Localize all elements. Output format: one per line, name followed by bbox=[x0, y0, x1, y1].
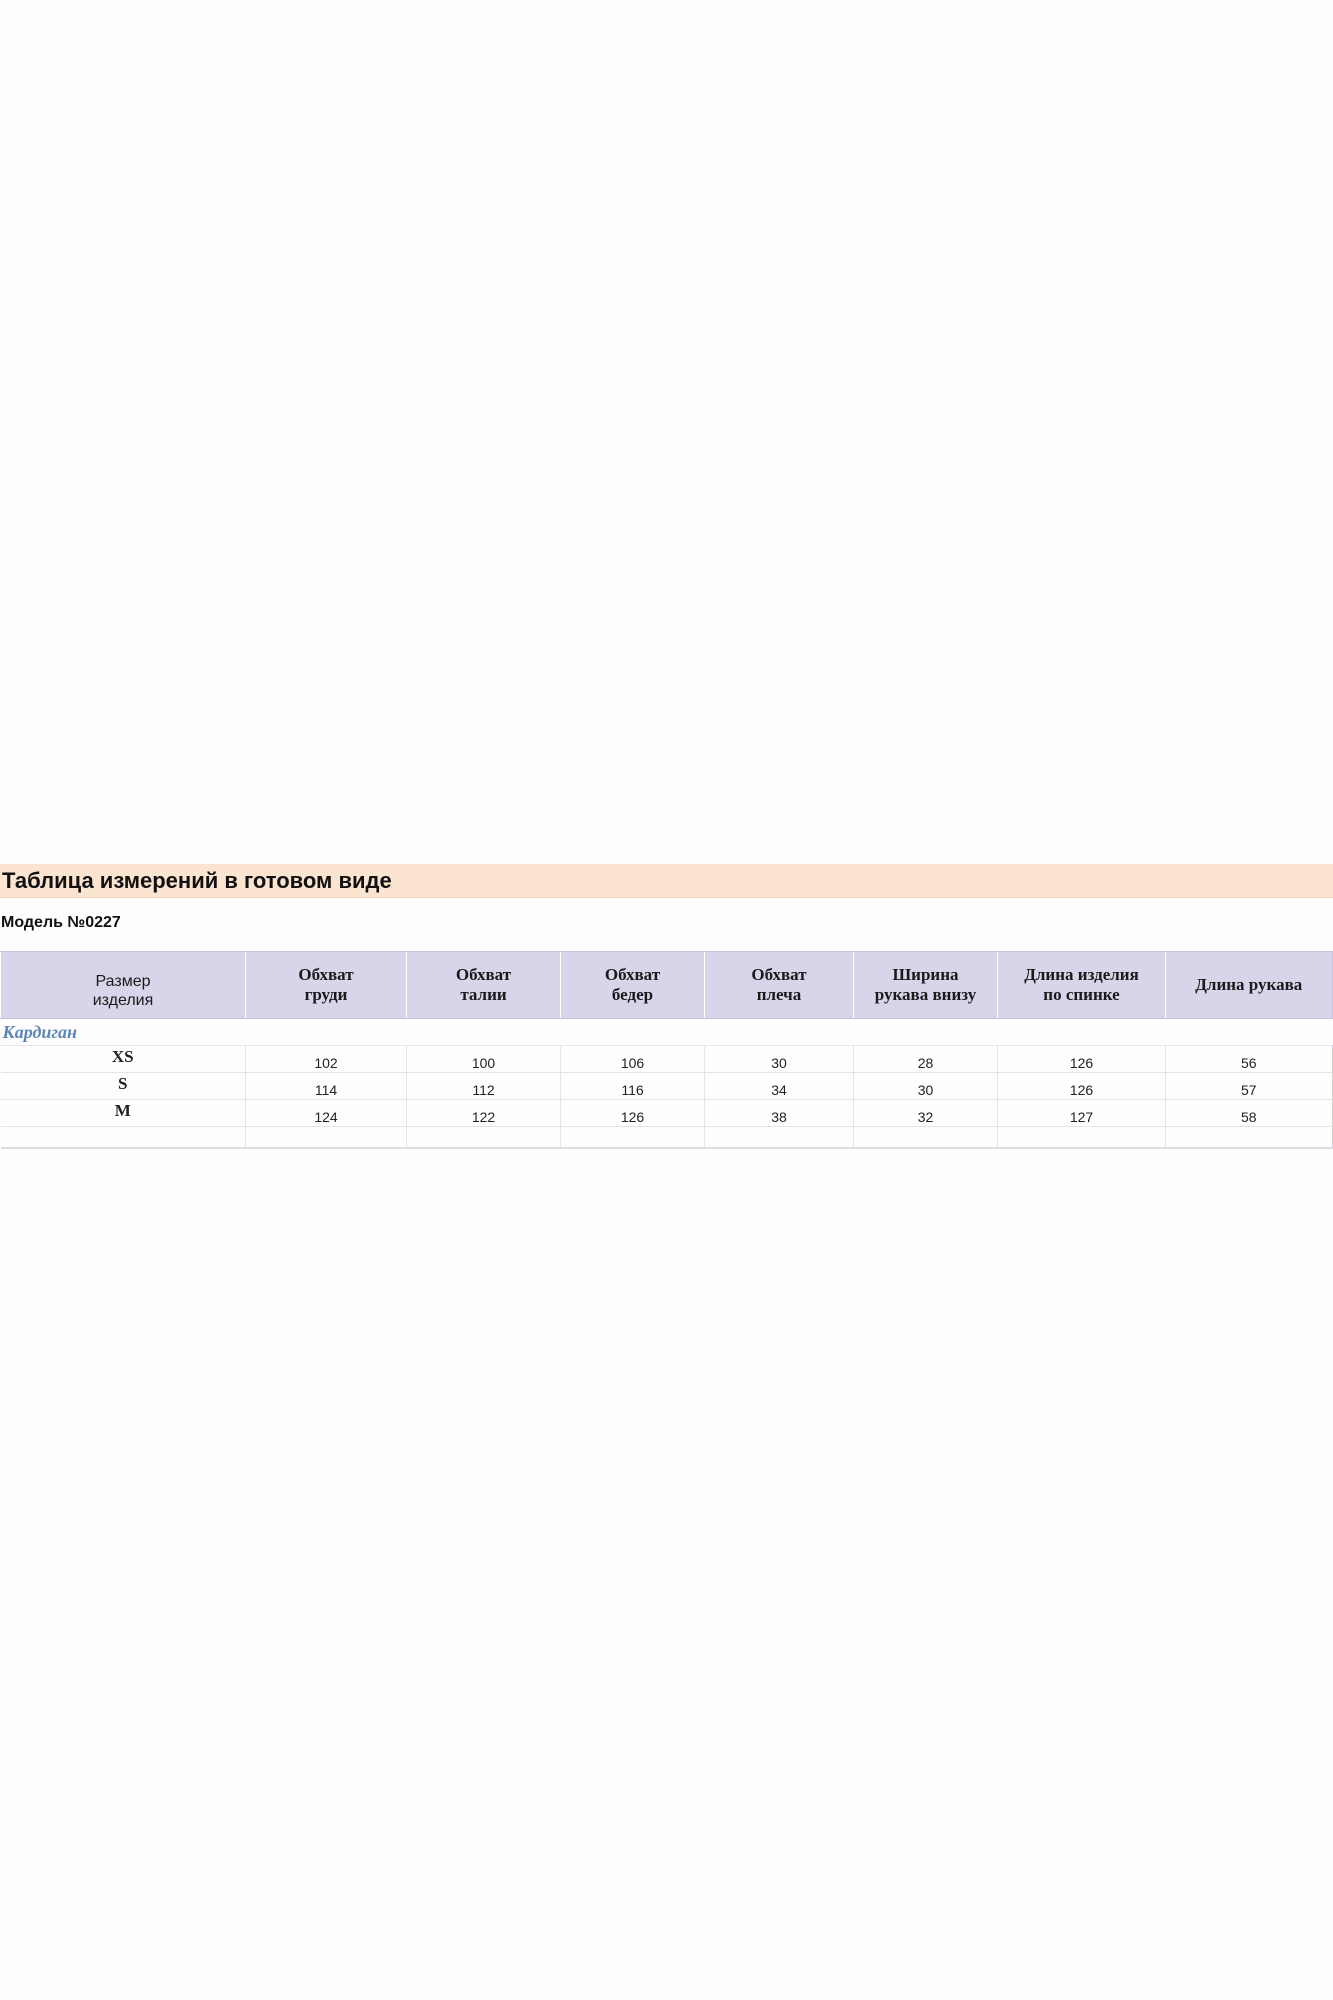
value-cell: 102 bbox=[246, 1046, 407, 1073]
value-cell: 30 bbox=[854, 1073, 998, 1100]
header-hips: Обхват бедер bbox=[561, 952, 705, 1019]
header-back-length: Длина изделия по спинке bbox=[998, 952, 1166, 1019]
value-cell: 126 bbox=[998, 1073, 1166, 1100]
group-label: Кардиган bbox=[1, 1019, 1333, 1046]
empty-cell bbox=[854, 1127, 998, 1149]
empty-cell bbox=[1, 1127, 246, 1149]
header-sleeve-hem-width: Ширина рукава внизу bbox=[854, 952, 998, 1019]
size-cell: S bbox=[1, 1073, 246, 1100]
value-cell: 38 bbox=[705, 1100, 854, 1127]
value-cell: 56 bbox=[1166, 1046, 1333, 1073]
header-row bbox=[1, 952, 1333, 1019]
value-cell: 126 bbox=[561, 1100, 705, 1127]
value-cell: 57 bbox=[1166, 1073, 1333, 1100]
group-row bbox=[1, 1019, 1333, 1046]
page-title: Таблица измерений в готовом виде bbox=[2, 868, 392, 893]
empty-cell bbox=[407, 1127, 561, 1149]
title-bar bbox=[0, 864, 1333, 898]
value-cell: 127 bbox=[998, 1100, 1166, 1127]
header-upper-arm: Обхват плеча bbox=[705, 952, 854, 1019]
empty-cell bbox=[705, 1127, 854, 1149]
size-cell: XS bbox=[1, 1046, 246, 1073]
value-cell: 32 bbox=[854, 1100, 998, 1127]
value-cell: 122 bbox=[407, 1100, 561, 1127]
empty-row bbox=[1, 1127, 1333, 1149]
header-size: Размер изделия bbox=[1, 952, 246, 1019]
value-cell: 124 bbox=[246, 1100, 407, 1127]
header-chest: Обхват груди bbox=[246, 952, 407, 1019]
table-body bbox=[1, 1019, 1333, 1149]
table-row bbox=[1, 1100, 1333, 1127]
value-cell: 28 bbox=[854, 1046, 998, 1073]
model-number: Модель №0227 bbox=[1, 914, 121, 931]
empty-cell bbox=[1166, 1127, 1333, 1149]
header-waist: Обхват талии bbox=[407, 952, 561, 1019]
size-table bbox=[0, 951, 1333, 1149]
value-cell: 30 bbox=[705, 1046, 854, 1073]
value-cell: 114 bbox=[246, 1073, 407, 1100]
table-row bbox=[1, 1073, 1333, 1100]
value-cell: 100 bbox=[407, 1046, 561, 1073]
table-row bbox=[1, 1046, 1333, 1073]
value-cell: 106 bbox=[561, 1046, 705, 1073]
size-cell: M bbox=[1, 1100, 246, 1127]
value-cell: 112 bbox=[407, 1073, 561, 1100]
empty-cell bbox=[998, 1127, 1166, 1149]
empty-cell bbox=[246, 1127, 407, 1149]
value-cell: 116 bbox=[561, 1073, 705, 1100]
value-cell: 126 bbox=[998, 1046, 1166, 1073]
header-sleeve-length: Длина рукава bbox=[1166, 952, 1333, 1019]
empty-cell bbox=[561, 1127, 705, 1149]
table-header bbox=[1, 952, 1333, 1019]
value-cell: 58 bbox=[1166, 1100, 1333, 1127]
value-cell: 34 bbox=[705, 1073, 854, 1100]
